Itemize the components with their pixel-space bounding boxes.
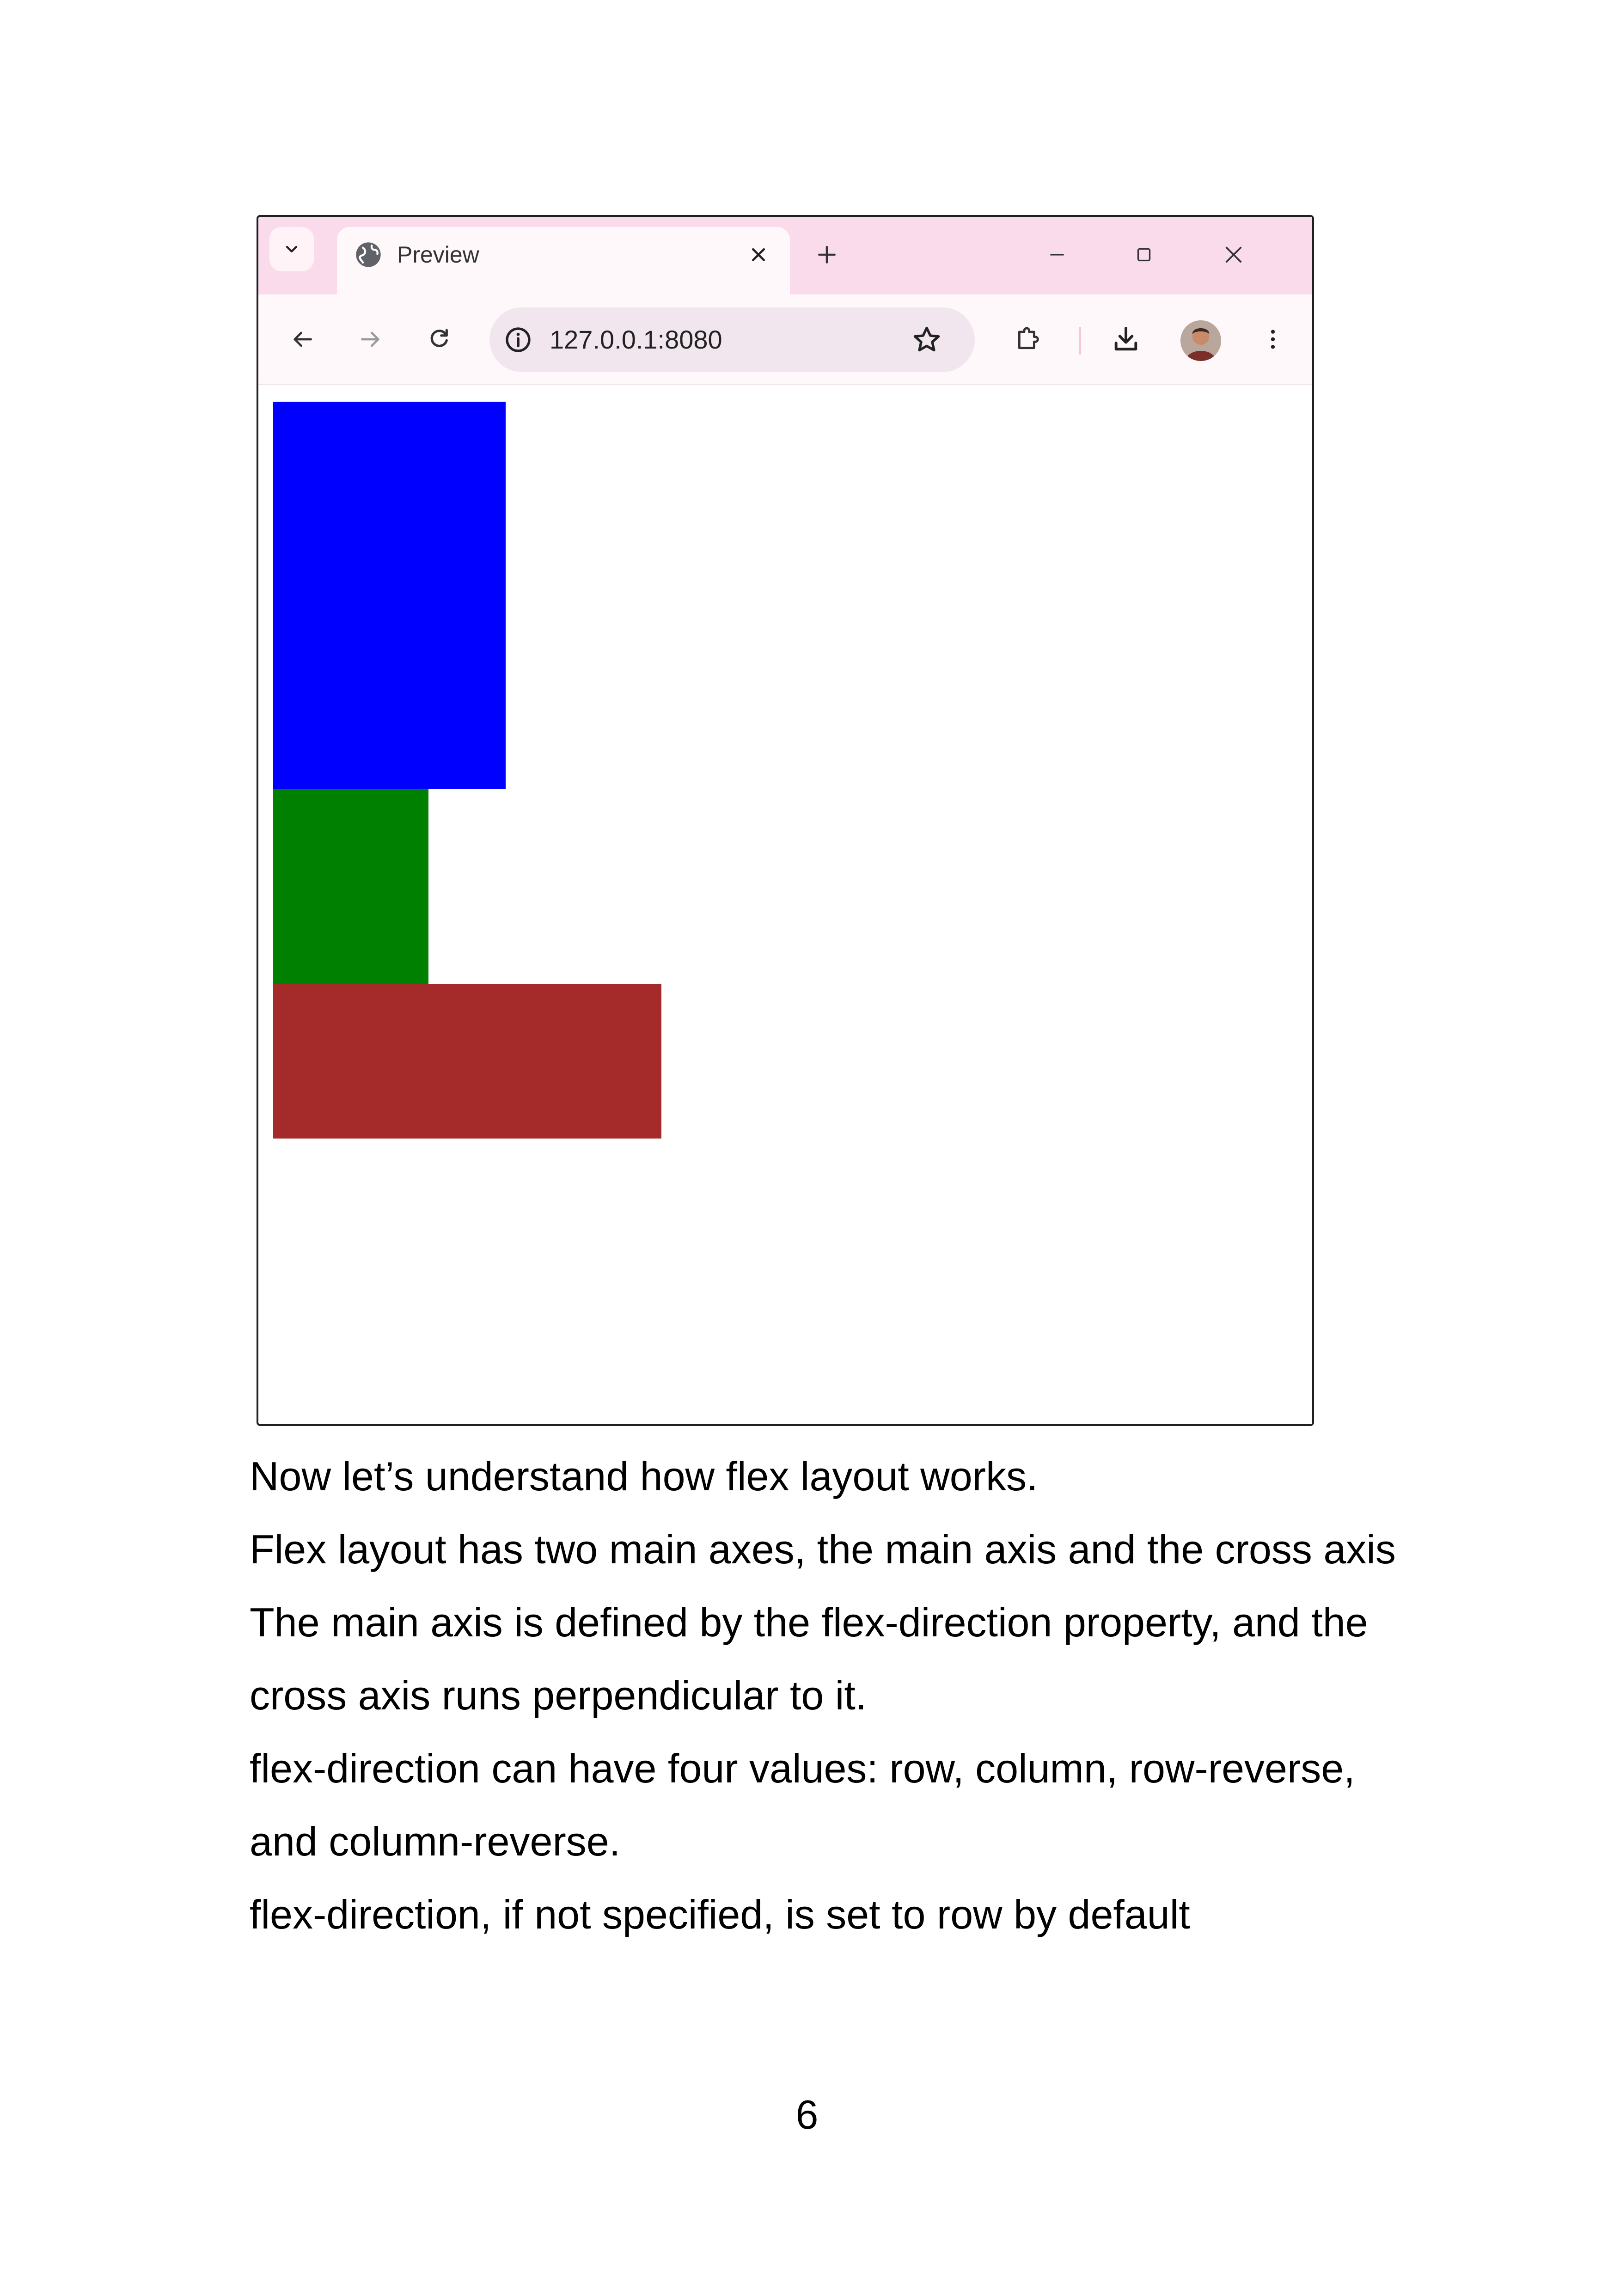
tab-close-button[interactable] [744,240,773,269]
chevron-down-icon [282,240,301,258]
menu-button[interactable] [1252,318,1294,360]
minimize-button[interactable] [1039,236,1076,273]
url-text[interactable]: 127.0.0.1:8080 [550,325,722,354]
tab-search-button[interactable] [269,227,314,271]
maximize-button[interactable] [1125,236,1162,273]
plus-icon [815,243,838,266]
tab-title: Preview [397,242,479,268]
more-vertical-icon [1260,326,1286,352]
green-box [273,789,428,984]
close-icon [749,245,768,264]
new-tab-button[interactable] [808,236,845,273]
paragraph: Flex layout has two main axes, the main axis and the cross axis [250,1526,1396,1572]
page-viewport [258,385,1312,1424]
browser-window-screenshot [257,215,1314,1426]
download-icon [1111,325,1141,354]
blue-box [273,402,506,789]
paragraph: flex-direction can have four values: row, column, row-reverse, and column-reverse. [250,1745,1355,1864]
extensions-button[interactable] [1007,318,1049,360]
tab-preview[interactable] [337,227,790,294]
star-icon[interactable] [910,323,943,356]
address-bar[interactable] [489,307,975,372]
page-number: 6 [795,2092,819,2137]
close-window-button[interactable] [1215,236,1252,273]
brown-box [273,984,661,1139]
toolbar-divider [1079,327,1081,355]
document-body [250,1440,1433,1951]
arrow-left-icon [289,326,315,352]
paragraph: The main axis is defined by the flex-direction property, and the cross axis runs perpendicular to it. [250,1599,1368,1718]
reload-button[interactable] [418,318,460,360]
minimize-icon [1045,243,1069,266]
forward-button[interactable] [350,318,391,360]
back-button[interactable] [281,318,323,360]
puzzle-icon [1013,325,1043,354]
profile-avatar[interactable] [1180,320,1221,361]
tab-strip [258,217,1312,294]
reload-icon [426,326,452,352]
browser-toolbar [258,294,1312,385]
paragraph: Now let’s understand how flex layout works. [250,1453,1038,1499]
info-icon[interactable] [503,325,533,355]
maximize-icon [1132,243,1155,266]
downloads-button[interactable] [1105,318,1147,360]
paragraph: flex-direction, if not specified, is set to row by default [250,1892,1190,1937]
globe-icon [354,240,383,269]
avatar-icon [1180,320,1221,361]
flex-container [273,402,661,1139]
arrow-right-icon [358,326,384,352]
close-icon [1221,242,1247,268]
